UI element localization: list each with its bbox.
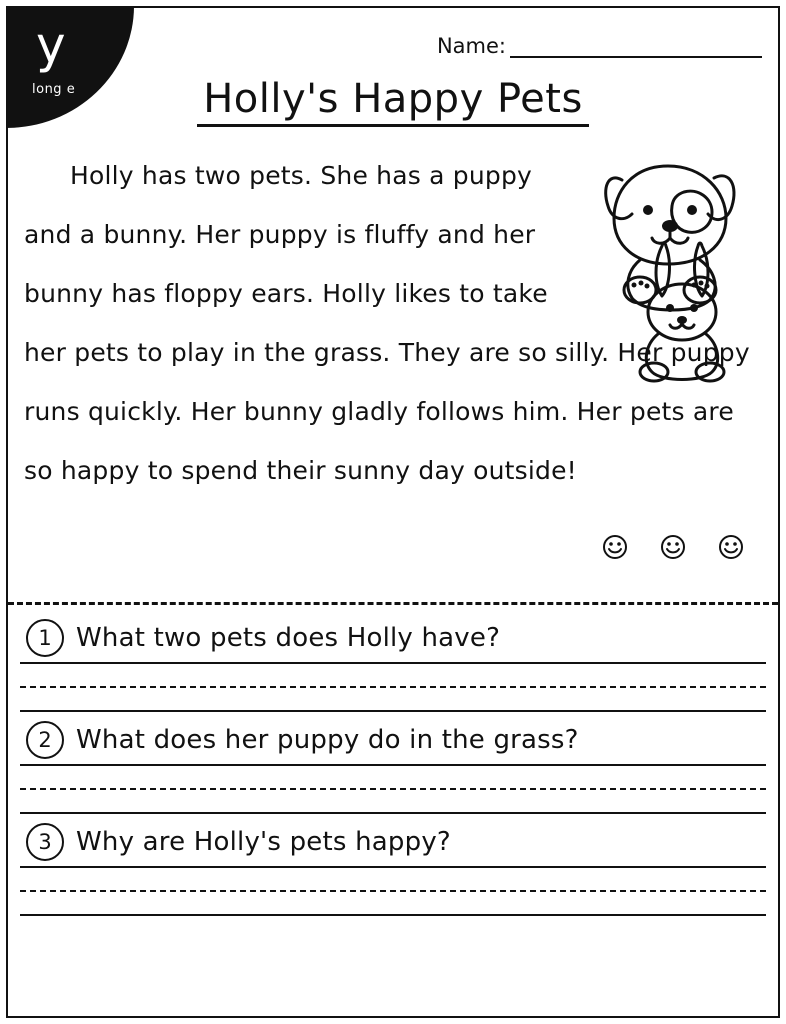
page-title (0, 76, 786, 127)
question-text: Why are Holly's pets happy? (76, 827, 451, 857)
question-item (8, 712, 778, 814)
question-item (8, 610, 778, 712)
bunny-illustration (618, 236, 748, 386)
question-row (8, 610, 778, 662)
question-number: 3 (26, 823, 64, 861)
story-text: Holly has two pets. She has a puppy and a bunny. Her puppy is fluffy and her bunny has floppy ears. Holly likes to take her pets to play in the grass. They are so silly. Her puppy runs quickly. Her bunny gladly follows him. Her pets are so happy to spend their sunny day outside! (24, 161, 750, 485)
answer-line-solid[interactable] (20, 914, 766, 916)
badge-letter: y (36, 16, 66, 74)
section-divider (8, 602, 778, 605)
question-row (8, 814, 778, 866)
name-input-line[interactable] (510, 34, 762, 58)
answer-line-solid[interactable] (20, 662, 766, 664)
name-label: Name: (436, 34, 506, 58)
answer-line-solid[interactable] (20, 866, 766, 868)
questions-section (8, 610, 778, 916)
story-section (24, 146, 764, 598)
question-number: 1 (26, 619, 64, 657)
question-row (8, 712, 778, 764)
name-row (437, 34, 762, 58)
question-number: 2 (26, 721, 64, 759)
question-text: What two pets does Holly have? (76, 623, 501, 653)
smiley-face-icon (660, 534, 686, 560)
badge-sublabel: long e (32, 82, 76, 97)
answer-line-solid[interactable] (20, 764, 766, 766)
smiley-row (602, 534, 744, 560)
smiley-face-icon (602, 534, 628, 560)
question-item (8, 814, 778, 916)
question-text: What does her puppy do in the grass? (76, 725, 579, 755)
page-title-text: Holly's Happy Pets (197, 76, 589, 127)
smiley-face-icon (718, 534, 744, 560)
